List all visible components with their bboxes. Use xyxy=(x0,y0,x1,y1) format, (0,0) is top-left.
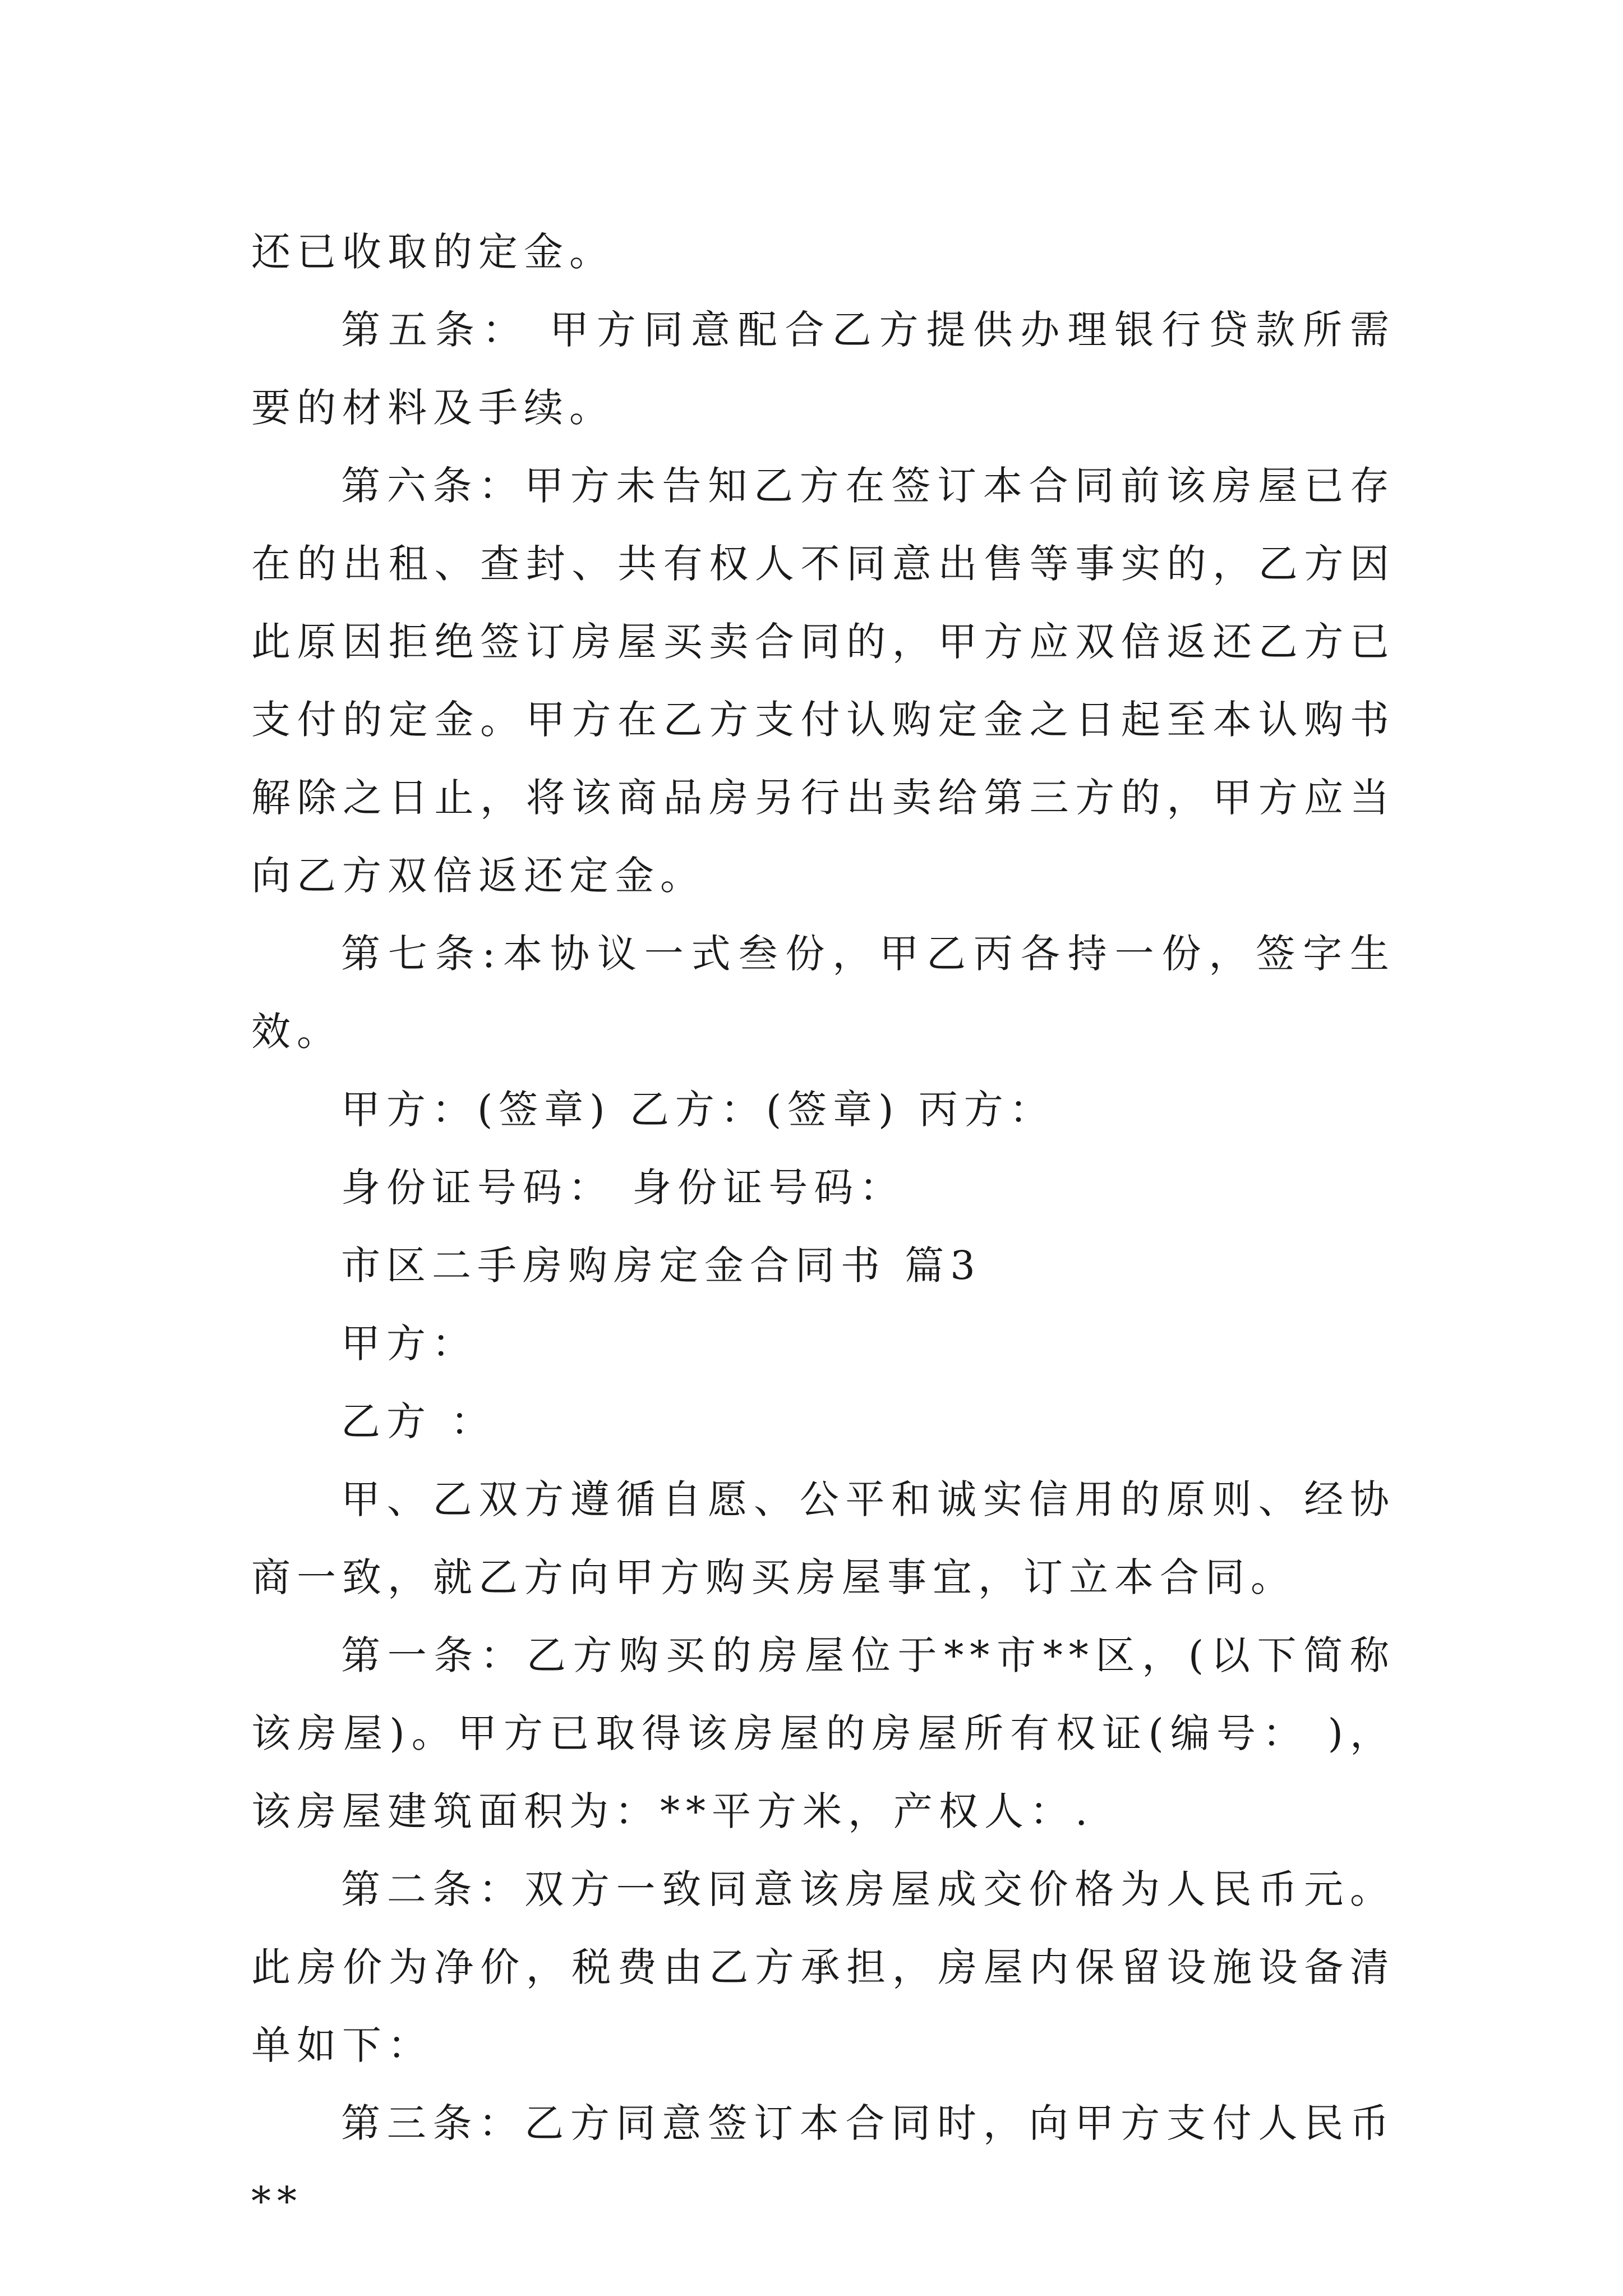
paragraph-article-3: 第三条：乙方同意签订本合同时，向甲方支付人民币** xyxy=(251,2100,1395,2224)
section-title: 市区二手房购房定金合同书 篇3 xyxy=(341,1243,981,1289)
paragraph-continuation: 还已收取的定金。 xyxy=(251,229,615,275)
id-number-line: 身份证号码： 身份证号码： xyxy=(341,1165,905,1211)
paragraph-article-5: 第五条： 甲方同意配合乙方提供办理银行贷款所需要的材料及手续。 xyxy=(251,307,1395,431)
paragraph-article-1: 第一条：乙方购买的房屋位于**市**区，(以下简称该房屋)。甲方已取得该房屋的房屋所有权证(编号： )，该房屋建筑面积为：**平方米，产权人：. xyxy=(251,1632,1395,1834)
document-body xyxy=(251,213,1395,2240)
party-a-line: 甲方： xyxy=(341,1320,477,1366)
paragraph-preamble: 甲、乙双方遵循自愿、公平和诚实信用的原则、经协商一致，就乙方向甲方购买房屋事宜，订立本合同。 xyxy=(251,1476,1395,1600)
signature-line: 甲方：(签章) 乙方：(签章) 丙方： xyxy=(341,1087,1055,1133)
paragraph-article-2: 第二条：双方一致同意该房屋成交价格为人民币元。此房价为净价，税费由乙方承担，房屋内保留设施设备清单如下： xyxy=(251,1866,1395,2068)
party-b-line: 乙方 ： xyxy=(341,1398,496,1444)
paragraph-article-7: 第七条:本协议一式叁份，甲乙丙各持一份，签字生效。 xyxy=(251,931,1395,1055)
paragraph-article-6: 第六条：甲方未告知乙方在签订本合同前该房屋已存在的出租、查封、共有权人不同意出售等事实的，乙方因此原因拒绝签订房屋买卖合同的，甲方应双倍返还乙方已支付的定金。甲方在乙方支付认购定金之日起至本认购书解除之日止，将该商品房另行出卖给第三方的，甲方应当向乙方双倍返还定金。 xyxy=(251,463,1395,899)
